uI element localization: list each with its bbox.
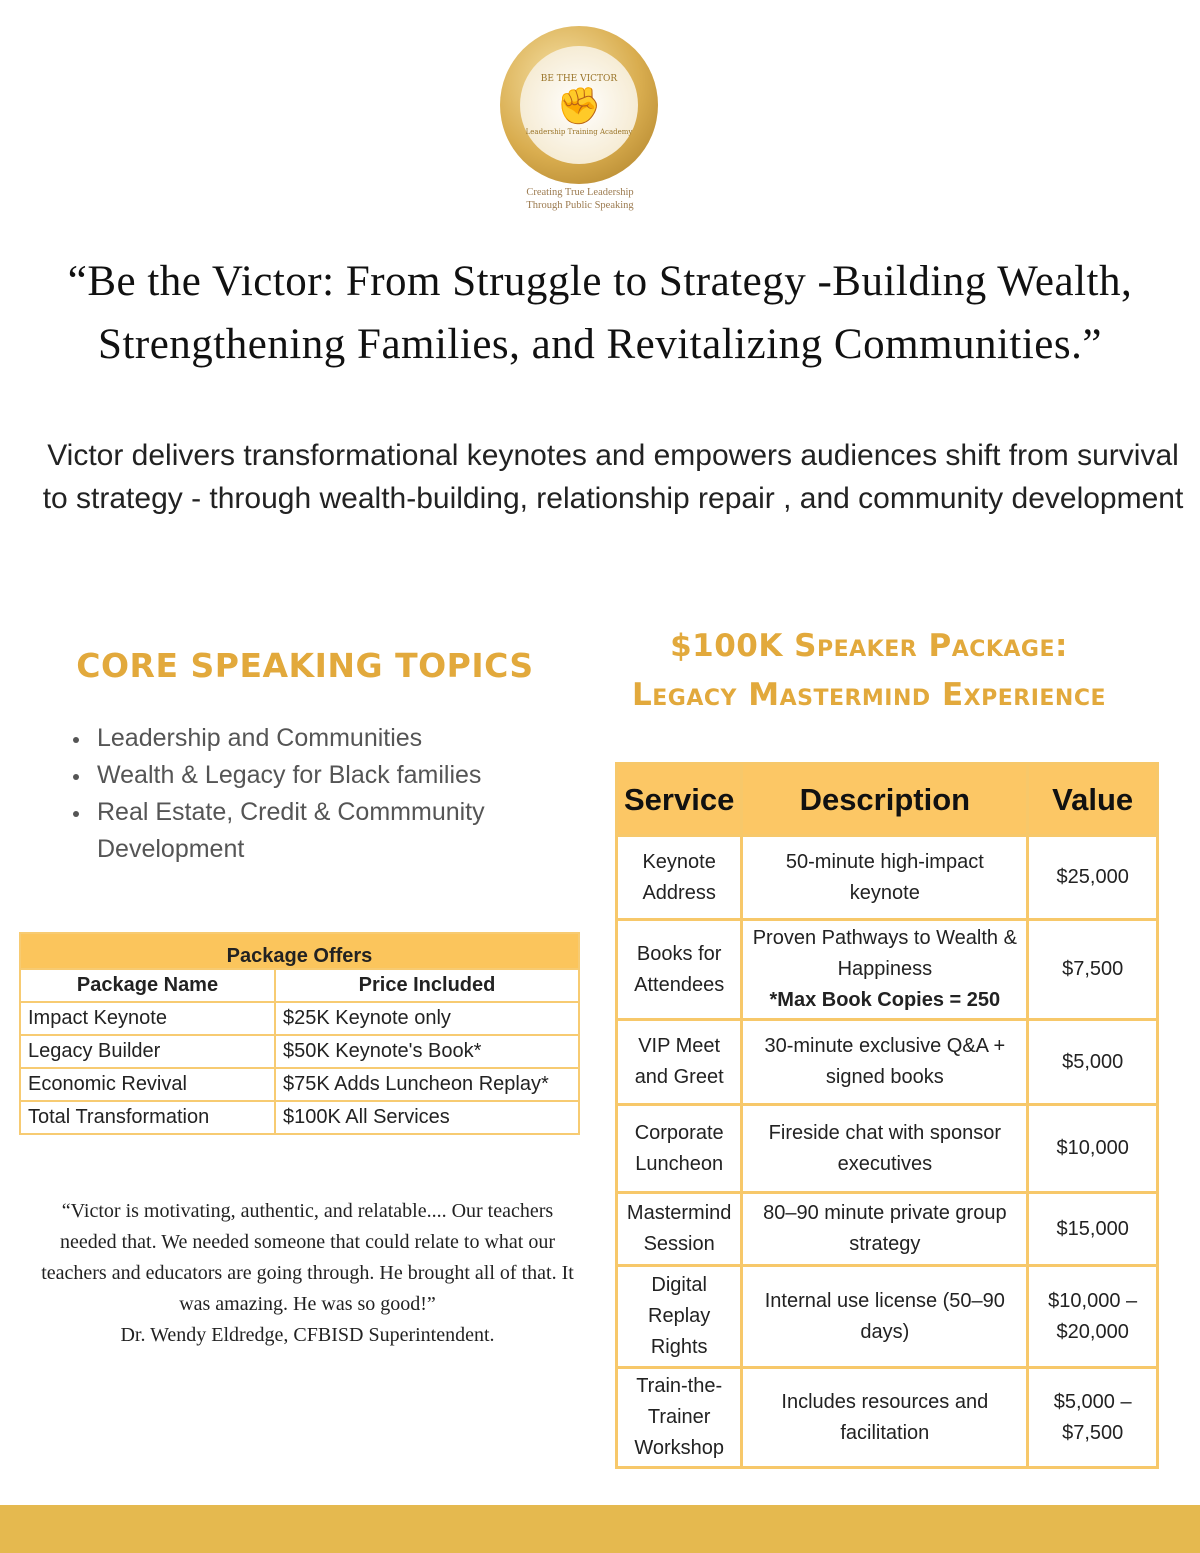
cell: $50K Keynote's Book* <box>275 1035 579 1068</box>
page-title: “Be the Victor: From Struggle to Strategy -Building Wealth, Strengthening Families, and Revitalizing Communities.” <box>67 258 1133 368</box>
logo-emblem <box>520 46 638 164</box>
description-cell <box>742 836 1028 920</box>
topic-item: Real Estate, Credit & Commmunity Development <box>97 794 547 868</box>
col-header: Description <box>742 764 1028 836</box>
topics-list <box>97 720 547 868</box>
service-cell: Train-the-Trainer Workshop <box>617 1368 742 1468</box>
table-row <box>617 836 1158 920</box>
cell: Total Transformation <box>20 1101 275 1134</box>
service-cell: Mastermind Session <box>617 1193 742 1266</box>
table-row <box>617 1105 1158 1193</box>
cell: $25K Keynote only <box>275 1002 579 1035</box>
microphone-fist-icon: ✊ <box>556 85 602 127</box>
table-row <box>617 1266 1158 1368</box>
logo <box>500 26 658 184</box>
description-text: 30-minute exclusive Q&A + signed books <box>764 1035 1006 1088</box>
ring-text: BE THE VICTOR <box>540 73 618 84</box>
col-header: Value <box>1028 764 1158 836</box>
table-row <box>617 1368 1158 1468</box>
description-cell <box>742 1266 1028 1368</box>
tagline-line: Creating True Leadership <box>526 187 634 198</box>
speaker-package-heading <box>600 622 1138 720</box>
service-cell: Digital Replay Rights <box>617 1266 742 1368</box>
offers-caption: Package Offers <box>20 933 579 969</box>
value-cell: $25,000 <box>1028 836 1158 920</box>
description-cell <box>742 920 1028 1020</box>
service-cell: Books for Attendees <box>617 920 742 1020</box>
package-offers-table <box>19 932 580 1135</box>
service-cell: VIP Meet and Greet <box>617 1020 742 1105</box>
description-text: 50-minute high-impact keynote <box>785 850 984 904</box>
table-row <box>617 920 1158 1020</box>
quote-text: “Victor is motivating, authentic, and relatable.... Our teachers needed that. We needed someone that could relate to what our teachers and educators are going through. He brought all of that. It was amazing. He was so good!” <box>41 1200 574 1315</box>
value-cell: $15,000 <box>1028 1193 1158 1266</box>
description-cell <box>742 1368 1028 1468</box>
description-text: Proven Pathways to Wealth & Happiness <box>752 927 1017 980</box>
intro-text: Victor delivers transformational keynotes and empowers audiences shift from survival to strategy - through wealth-building, relationship repair , and community development <box>42 439 1184 515</box>
logo-tagline <box>480 186 680 212</box>
testimonial <box>35 1196 580 1351</box>
description-text: Includes resources and facilitation <box>781 1390 989 1444</box>
description-cell <box>742 1105 1028 1193</box>
description-cell <box>742 1193 1028 1266</box>
tagline-line: Through Public Speaking <box>526 200 634 211</box>
heading-line: $100K Speaker Package: <box>670 628 1068 664</box>
value-cell: $10,000 <box>1028 1105 1158 1193</box>
speaker-package-table <box>615 762 1159 1469</box>
core-topics-heading: CORE SPEAKING TOPICS <box>76 646 534 685</box>
topic-item: Wealth & Legacy for Black families <box>97 757 547 794</box>
ring-subtext: Leadership Training Academy <box>525 127 633 136</box>
service-cell: Corporate Luncheon <box>617 1105 742 1193</box>
cell: Legacy Builder <box>20 1035 275 1068</box>
description-text: 80–90 minute private group strategy <box>763 1202 1007 1255</box>
description-text: Internal use license (50–90 days) <box>764 1289 1005 1343</box>
cell: $75K Adds Luncheon Replay* <box>275 1068 579 1101</box>
quote-author: Dr. Wendy Eldredge, CFBISD Superintendent. <box>120 1324 495 1346</box>
cell: $100K All Services <box>275 1101 579 1134</box>
table-row <box>20 1002 579 1035</box>
table-row <box>20 1101 579 1134</box>
value-cell: $10,000 – $20,000 <box>1028 1266 1158 1368</box>
col-header: Price Included <box>275 969 579 1002</box>
col-header: Package Name <box>20 969 275 1002</box>
description-cell <box>742 1020 1028 1105</box>
topic-item: Leadership and Communities <box>97 720 547 757</box>
cell: Economic Revival <box>20 1068 275 1101</box>
table-row <box>617 1193 1158 1266</box>
cell: Impact Keynote <box>20 1002 275 1035</box>
table-row <box>20 1068 579 1101</box>
table-row <box>617 1020 1158 1105</box>
service-cell: Keynote Address <box>617 836 742 920</box>
description-text: Fireside chat with sponsor executives <box>768 1121 1001 1175</box>
value-cell: $5,000 <box>1028 1020 1158 1105</box>
heading-line: Legacy Mastermind Experience <box>631 677 1106 713</box>
value-cell: $5,000 – $7,500 <box>1028 1368 1158 1468</box>
footer-bar <box>0 1505 1200 1553</box>
description-note: *Max Book Copies = 250 <box>769 989 1001 1011</box>
value-cell: $7,500 <box>1028 920 1158 1020</box>
col-header: Service <box>617 764 742 836</box>
table-row <box>20 1035 579 1068</box>
